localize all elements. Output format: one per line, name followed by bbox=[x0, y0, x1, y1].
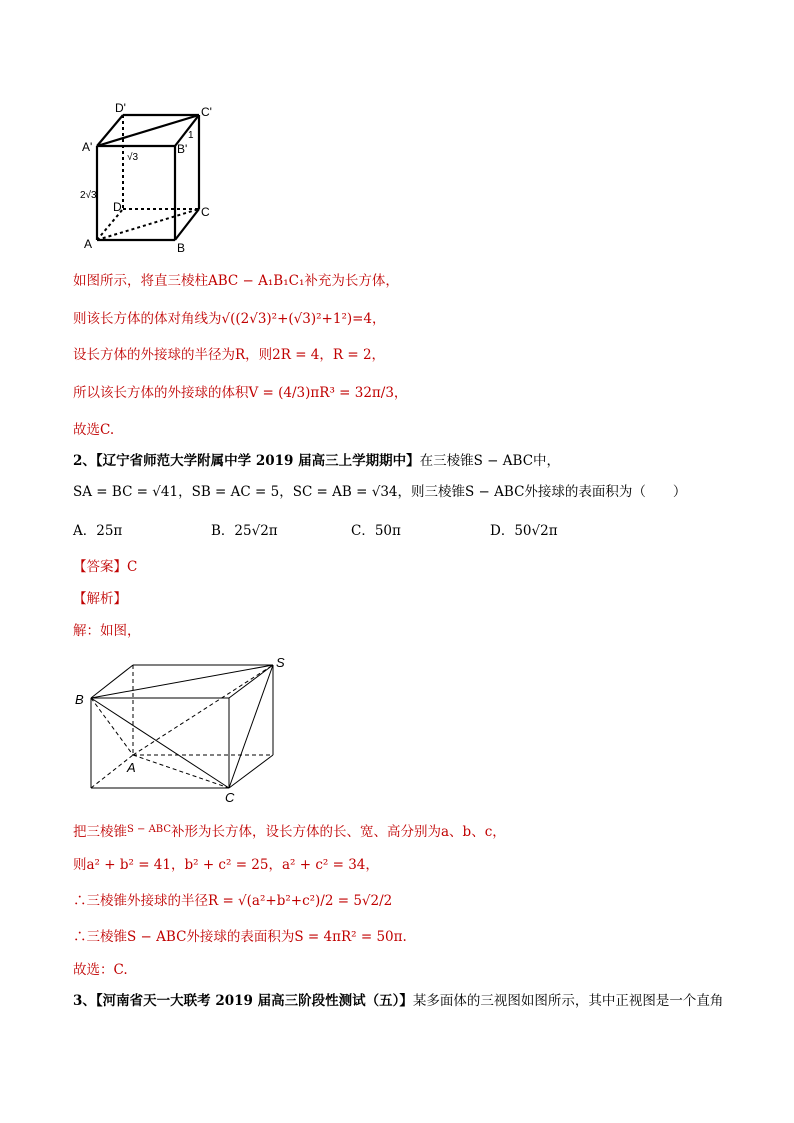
sol2-line1 bbox=[73, 823, 506, 843]
q3-number: 3、 bbox=[73, 993, 96, 1009]
option-b: B．25√2π bbox=[211, 523, 278, 539]
label-dprime: D' bbox=[115, 101, 126, 115]
label-b: B bbox=[177, 241, 186, 255]
sol2-line1-part-a: 把三棱锥 bbox=[73, 824, 127, 840]
q2-header bbox=[73, 452, 560, 470]
tetrahedron-box-figure bbox=[70, 654, 295, 806]
q2-answer: 【答案】C bbox=[73, 559, 138, 575]
sol2-line1-part-b: S − ABC bbox=[127, 824, 171, 835]
sol1-line5: 故选C. bbox=[73, 422, 115, 438]
q2-stem1: 在三棱锥S − ABC中， bbox=[419, 453, 561, 469]
sol1-line3: 设长方体的外接球的半径为R，则2R = 4，R = 2， bbox=[73, 347, 386, 363]
q2-solution-intro: 解：如图， bbox=[73, 623, 141, 639]
label-a: A bbox=[84, 237, 93, 251]
option-d: D．50√2π bbox=[490, 523, 558, 539]
q2-source: 【辽宁省师范大学附属中学 2019 届高三上学期期中】 bbox=[95, 453, 420, 469]
label-side-height: 2√3 bbox=[80, 190, 97, 201]
cuboid-figure bbox=[78, 98, 228, 258]
option-c: C．50π bbox=[351, 523, 401, 539]
label-side-ab: √3 bbox=[127, 152, 139, 163]
q2-number: 2、 bbox=[73, 453, 96, 469]
label-b: B bbox=[75, 692, 84, 707]
sol1-line2: 则该长方体的体对角线为√((2√3)²+(√3)²+1²)=4， bbox=[73, 311, 386, 327]
sol2-line2: 则a² + b² = 41，b² + c² = 25，a² + c² = 34， bbox=[73, 857, 379, 873]
label-c: C bbox=[225, 790, 235, 805]
label-side-bc: 1 bbox=[188, 130, 194, 141]
q3-header bbox=[73, 992, 723, 1010]
sol2-line4: ∴三棱锥S − ABC外接球的表面积为S = 4πR² = 50π. bbox=[73, 929, 407, 945]
q2-options bbox=[73, 522, 558, 540]
q2-analysis-title: 【解析】 bbox=[73, 591, 127, 607]
label-c: C bbox=[201, 205, 210, 219]
q2-stem2: SA = BC = √41，SB = AC = 5，SC = AB = √34，则三棱锥S − ABC外接球的表面积为（ ） bbox=[73, 484, 687, 500]
option-a: A．25π bbox=[73, 523, 123, 539]
sol2-line5: 故选：C. bbox=[73, 962, 128, 978]
sol2-line1-part-c: 补形为长方体，设长方体的长、宽、高分别为a、b、c， bbox=[171, 824, 506, 840]
label-a: A bbox=[127, 760, 136, 775]
label-s: S bbox=[276, 655, 285, 670]
sol1-line4: 所以该长方体的外接球的体积V = (4/3)πR³ = 32π/3， bbox=[73, 385, 408, 401]
label-aprime: A' bbox=[82, 140, 93, 154]
label-cprime: C' bbox=[201, 105, 212, 119]
label-bprime: B' bbox=[177, 142, 188, 156]
sol1-line1: 如图所示，将直三棱柱ABC − A₁B₁C₁补充为长方体， bbox=[73, 273, 399, 289]
sol2-line3: ∴三棱锥外接球的半径R = √(a²+b²+c²)/2 = 5√2/2 bbox=[73, 893, 393, 909]
label-d: D bbox=[113, 200, 122, 214]
q3-source: 【河南省天一大联考 2019 届高三阶段性测试（五）】 bbox=[95, 993, 413, 1009]
q3-stem: 某多面体的三视图如图所示，其中正视图是一个直角 bbox=[412, 993, 724, 1009]
